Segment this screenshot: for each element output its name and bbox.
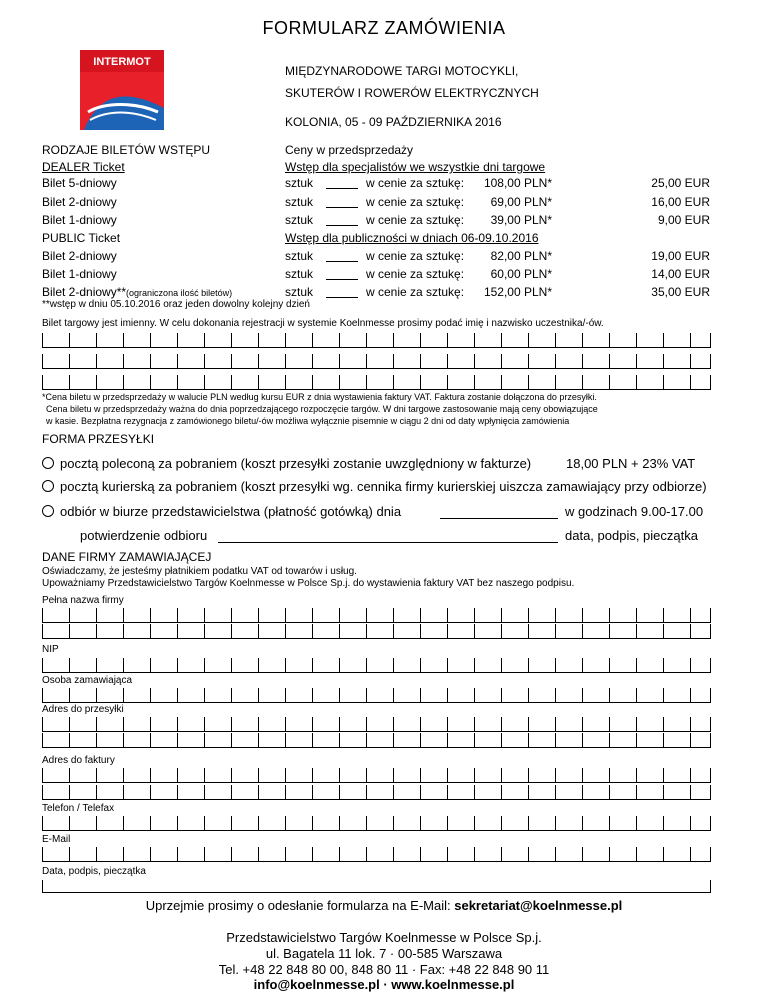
event-line-1: MIĘDZYNARODOWE TARGI MOTOCYKLI,	[285, 64, 519, 78]
event-line-2: SKUTERÓW I ROWERÓW ELEKTRYCZNYCH	[285, 86, 539, 100]
price-eur: 19,00 EUR	[651, 249, 710, 263]
logo-text: INTERMOT	[93, 56, 151, 68]
price-eur: 35,00 EUR	[651, 285, 710, 299]
personal-note: Bilet targowy jest imienny. W celu dokonania rejestracji w systemie Koelnmesse prosimy podać imię i nazwisko uczestnika/-ów.	[42, 318, 604, 329]
price-pln: 82,00 PLN*	[490, 249, 552, 263]
ticket-name: Bilet 2-dniowy**	[42, 285, 127, 299]
price-eur: 9,00 EUR	[657, 213, 710, 227]
participant-name-input[interactable]	[42, 375, 711, 390]
full-name-input[interactable]	[42, 608, 711, 623]
shipping-option-label: pocztą kurierską za pobraniem (koszt przesyłki wg. cennika firmy kurierskiej uiszcza zamawiający przy odbiorze)	[60, 479, 707, 494]
public-heading: PUBLIC Ticket	[42, 231, 121, 245]
price-label: w cenie za sztukę:	[366, 267, 465, 281]
ship-address-input[interactable]	[42, 733, 711, 748]
invoice-address-input[interactable]	[42, 785, 711, 800]
shipping-option-registered[interactable]	[42, 456, 531, 471]
pickup-hours: w godzinach 9.00-17.00	[565, 504, 704, 519]
invoice-address-input[interactable]	[42, 768, 711, 783]
footer-request-email[interactable]: sekretariat@koelnmesse.pl	[454, 898, 623, 913]
field-label-full-name: Pełna nazwa firmy	[42, 595, 124, 606]
qty-input[interactable]	[326, 207, 358, 208]
participant-name-input[interactable]	[42, 354, 711, 369]
price-pln: 108,00 PLN*	[483, 176, 552, 190]
contact-input[interactable]	[42, 688, 711, 703]
radio-icon[interactable]	[42, 480, 54, 492]
ticket-name: Bilet 2-dniowy	[42, 249, 117, 263]
company-declaration: Upoważniamy Przedstawicielstwo Targów Koelnmesse w Polsce Sp.j. do wystawienia faktury VAT bez naszego podpisu.	[42, 578, 575, 589]
field-label-email: E-Mail	[42, 834, 71, 845]
qty-label: sztuk	[285, 285, 314, 299]
confirm-label: potwierdzenie odbioru	[80, 528, 208, 543]
price-pln: 39,00 PLN*	[490, 213, 552, 227]
price-label: w cenie za sztukę:	[366, 176, 465, 190]
qty-input[interactable]	[326, 297, 358, 298]
intermot-logo	[80, 50, 164, 130]
price-pln: 60,00 PLN*	[490, 267, 552, 281]
price-note: *Cena biletu w przedsprzedaży w walucie PLN według kursu EUR z dnia wystawienia faktury VAT. Faktura zostanie dołączona do przesyłki.	[42, 392, 597, 402]
qty-label: sztuk	[285, 195, 314, 209]
shipping-option-pickup[interactable]	[42, 504, 401, 519]
footer-org-name: Przedstawicielstwo Targów Koelnmesse w Polsce Sp.j.	[226, 930, 542, 945]
qty-label: sztuk	[285, 267, 314, 281]
qty-label: sztuk	[285, 176, 314, 190]
event-dates: KOLONIA, 05 - 09 PAŹDZIERNIKA 2016	[285, 115, 502, 129]
field-label-contact: Osoba zamawiająca	[42, 675, 133, 686]
ticket-name: Bilet 1-dniowy	[42, 213, 117, 227]
participant-name-input[interactable]	[42, 333, 711, 348]
price-label: w cenie za sztukę:	[366, 213, 465, 227]
footer-contacts[interactable]: info@koelnmesse.pl · www.koelnmesse.pl	[253, 977, 515, 992]
field-label-phone: Telefon / Telefax	[42, 803, 115, 814]
presale-label: Ceny w przedsprzedaży	[285, 143, 414, 157]
company-title: DANE FIRMY ZAMAWIAJĄCEJ	[42, 550, 212, 564]
ticket-limit-note: (ograniczona ilość biletów)	[126, 288, 233, 298]
public-desc: Wstęp dla publiczności w dniach 06-09.10.2016	[285, 231, 539, 245]
pickup-date-input[interactable]	[440, 518, 558, 519]
price-label: w cenie za sztukę:	[366, 285, 465, 299]
footer-address: ul. Bagatela 11 lok. 7 · 00-585 Warszawa	[265, 946, 503, 961]
field-label-ship-address: Adres do przesyłki	[42, 704, 124, 715]
qty-input[interactable]	[326, 188, 358, 189]
qty-input[interactable]	[326, 279, 358, 280]
radio-icon[interactable]	[42, 457, 54, 469]
radio-icon[interactable]	[42, 505, 54, 517]
price-eur: 14,00 EUR	[651, 267, 710, 281]
dealer-heading: DEALER Ticket	[42, 160, 125, 174]
price-eur: 25,00 EUR	[651, 176, 710, 190]
field-label-invoice-address: Adres do faktury	[42, 755, 115, 766]
ticket-name: Bilet 2-dniowy	[42, 195, 117, 209]
shipping-option-courier[interactable]	[42, 479, 707, 494]
shipping-title: FORMA PRZESYŁKI	[42, 432, 155, 446]
shipping-option-price: 18,00 PLN + 23% VAT	[566, 456, 696, 471]
price-label: w cenie za sztukę:	[366, 249, 465, 263]
email-input[interactable]	[42, 847, 711, 862]
field-label-signature: Data, podpis, pieczątka	[42, 866, 146, 877]
confirm-signature-input[interactable]	[218, 542, 558, 543]
ticket-name: Bilet 5-dniowy	[42, 176, 117, 190]
ticket-name: Bilet 1-dniowy	[42, 267, 117, 281]
price-note: w kasie. Bezpłatna rezygnacja z zamówionego biletu/-ów możliwa wyłącznie pisemnie w ciągu 2 dni od daty wpłynięcia zamówienia	[46, 416, 570, 426]
footer-request: Uprzejmie prosimy o odesłanie formularza na E-Mail:	[145, 898, 451, 913]
qty-input[interactable]	[326, 225, 358, 226]
full-name-input[interactable]	[42, 624, 711, 639]
qty-label: sztuk	[285, 213, 314, 227]
signature-input[interactable]	[42, 880, 711, 893]
tickets-section-title: RODZAJE BILETÓW WSTĘPU	[42, 143, 211, 157]
footer-phones: Tel. +48 22 848 80 00, 848 80 11 · Fax: +48 22 848 90 11	[218, 962, 550, 977]
price-pln: 69,00 PLN*	[490, 195, 552, 209]
field-label-nip: NIP	[42, 644, 59, 655]
nip-input[interactable]	[42, 658, 711, 673]
page-title: FORMULARZ ZAMÓWIENIA	[262, 18, 506, 38]
price-label: w cenie za sztukę:	[366, 195, 465, 209]
price-eur: 16,00 EUR	[651, 195, 710, 209]
shipping-option-label: odbiór w biurze przedstawicielstwa (płatność gotówką) dnia	[60, 504, 402, 519]
phone-input[interactable]	[42, 816, 711, 831]
ship-address-input[interactable]	[42, 717, 711, 732]
qty-label: sztuk	[285, 249, 314, 263]
dealer-desc: Wstęp dla specjalistów we wszystkie dni targowe	[285, 160, 546, 174]
footnote: **wstęp w dniu 05.10.2016 oraz jeden dowolny kolejny dzień	[42, 299, 310, 310]
confirm-suffix: data, podpis, pieczątka	[565, 528, 698, 543]
price-pln: 152,00 PLN*	[483, 285, 552, 299]
company-declaration: Oświadczamy, że jesteśmy płatnikiem podatku VAT od towarów i usług.	[42, 566, 357, 577]
price-note: Cena biletu w przedsprzedaży ważna do dnia poprzedzającego rozpoczęcie targów. W dni targowe zastosowanie mają ceny obowiązujące	[46, 404, 598, 414]
shipping-option-label: pocztą poleconą za pobraniem (koszt przesyłki zostanie uwzględniony w fakturze)	[60, 456, 532, 471]
qty-input[interactable]	[326, 261, 358, 262]
